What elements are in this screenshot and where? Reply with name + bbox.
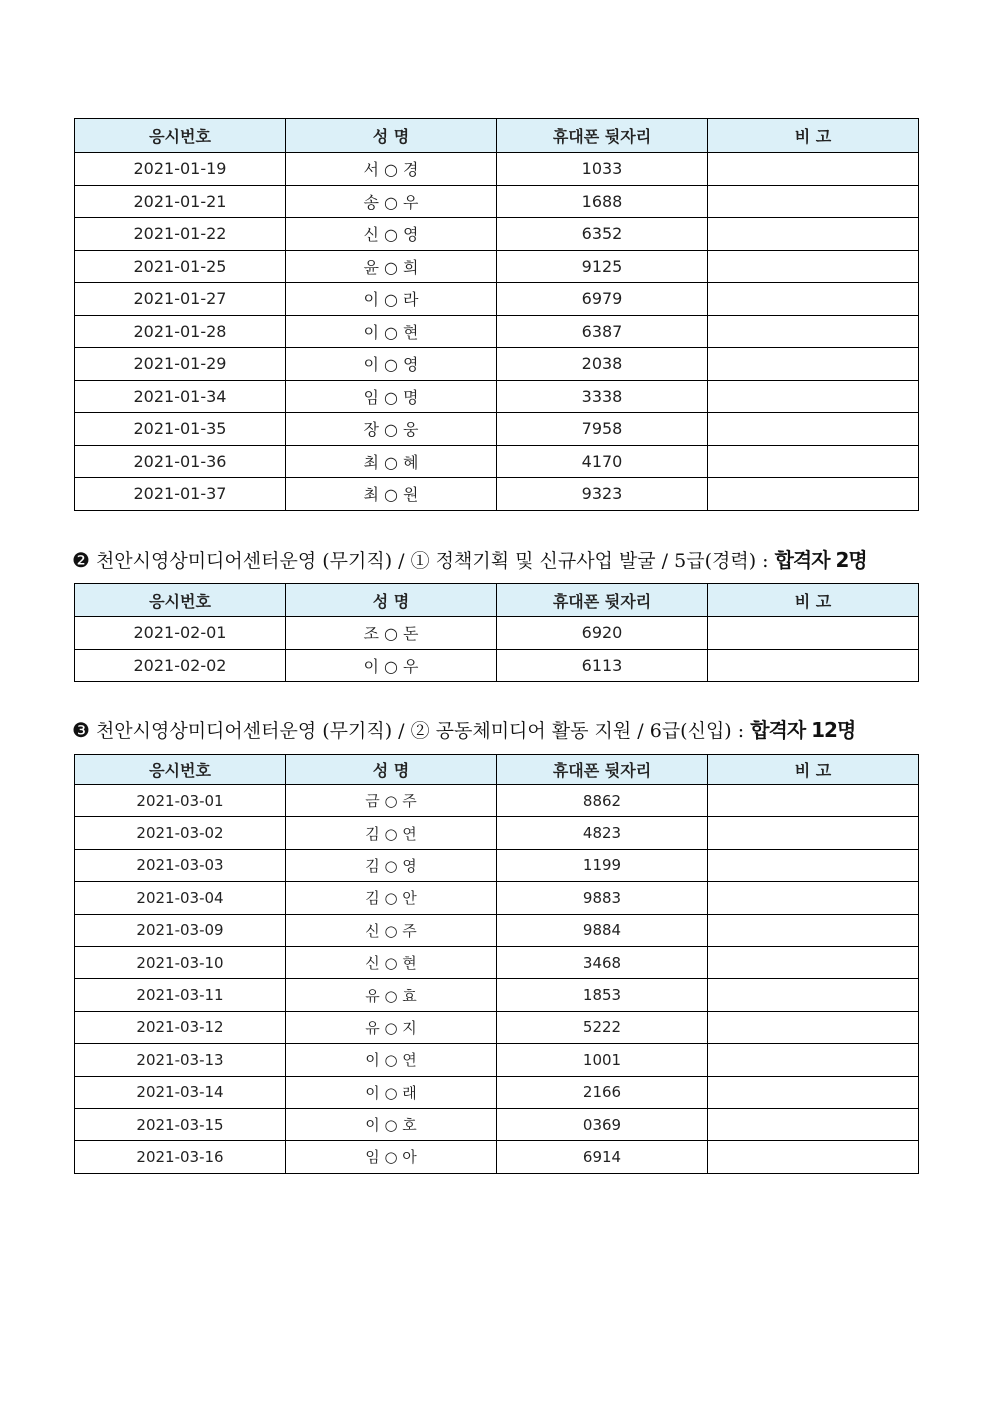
cell-remarks xyxy=(708,979,919,1011)
passer-table-section-2 xyxy=(74,583,919,682)
cell-exam-no: 2021-03-16 xyxy=(75,1141,286,1173)
cell-phone-tail: 1033 xyxy=(497,153,708,186)
cell-exam-no: 2021-03-03 xyxy=(75,849,286,881)
table-row xyxy=(75,218,919,251)
cell-name: 이 ○ 라 xyxy=(286,283,497,316)
cell-phone-tail: 2038 xyxy=(497,348,708,381)
cell-phone-tail: 0369 xyxy=(497,1108,708,1140)
cell-name: 이 ○ 연 xyxy=(286,1044,497,1076)
cell-phone-tail: 1688 xyxy=(497,185,708,218)
cell-phone-tail: 1001 xyxy=(497,1044,708,1076)
section-2-marker: ❷ xyxy=(72,548,90,572)
table-row xyxy=(75,413,919,446)
cell-phone-tail: 3468 xyxy=(497,946,708,978)
cell-exam-no: 2021-03-14 xyxy=(75,1076,286,1108)
table-row xyxy=(75,380,919,413)
cell-name: 신 ○ 현 xyxy=(286,946,497,978)
cell-phone-tail: 7958 xyxy=(497,413,708,446)
cell-exam-no: 2021-03-10 xyxy=(75,946,286,978)
table-row xyxy=(75,348,919,381)
header-remarks: 비 고 xyxy=(708,584,919,617)
section-2-heading xyxy=(72,543,922,577)
table-row xyxy=(75,849,919,881)
cell-phone-tail: 3338 xyxy=(497,380,708,413)
cell-exam-no: 2021-01-28 xyxy=(75,315,286,348)
cell-exam-no: 2021-03-04 xyxy=(75,882,286,914)
table-row xyxy=(75,250,919,283)
cell-name: 윤 ○ 희 xyxy=(286,250,497,283)
table-row xyxy=(75,1141,919,1173)
header-remarks: 비 고 xyxy=(708,755,919,785)
header-exam-no: 응시번호 xyxy=(75,755,286,785)
cell-phone-tail: 9884 xyxy=(497,914,708,946)
cell-name: 신 ○ 주 xyxy=(286,914,497,946)
table-row xyxy=(75,445,919,478)
cell-name: 임 ○ 아 xyxy=(286,1141,497,1173)
cell-remarks xyxy=(708,413,919,446)
cell-phone-tail: 9883 xyxy=(497,882,708,914)
table-row xyxy=(75,478,919,511)
table-row xyxy=(75,1044,919,1076)
cell-name: 김 ○ 안 xyxy=(286,882,497,914)
cell-name: 조 ○ 돈 xyxy=(286,617,497,650)
table-row xyxy=(75,1011,919,1043)
cell-name: 이 ○ 현 xyxy=(286,315,497,348)
cell-phone-tail: 6387 xyxy=(497,315,708,348)
cell-remarks xyxy=(708,617,919,650)
cell-phone-tail: 6914 xyxy=(497,1141,708,1173)
cell-name: 김 ○ 영 xyxy=(286,849,497,881)
cell-name: 금 ○ 주 xyxy=(286,785,497,817)
cell-name: 송 ○ 우 xyxy=(286,185,497,218)
cell-name: 이 ○ 래 xyxy=(286,1076,497,1108)
cell-exam-no: 2021-01-34 xyxy=(75,380,286,413)
cell-remarks xyxy=(708,315,919,348)
cell-remarks xyxy=(708,380,919,413)
header-remarks: 비 고 xyxy=(708,119,919,153)
cell-phone-tail: 1199 xyxy=(497,849,708,881)
cell-phone-tail: 9125 xyxy=(497,250,708,283)
cell-remarks xyxy=(708,1108,919,1140)
cell-exam-no: 2021-01-36 xyxy=(75,445,286,478)
cell-remarks xyxy=(708,348,919,381)
cell-remarks xyxy=(708,817,919,849)
cell-remarks xyxy=(708,153,919,186)
cell-name: 이 ○ 호 xyxy=(286,1108,497,1140)
cell-exam-no: 2021-03-13 xyxy=(75,1044,286,1076)
cell-exam-no: 2021-03-09 xyxy=(75,914,286,946)
cell-exam-no: 2021-01-25 xyxy=(75,250,286,283)
header-phone-tail: 휴대폰 뒷자리 xyxy=(497,755,708,785)
header-name: 성 명 xyxy=(286,119,497,153)
cell-name: 임 ○ 명 xyxy=(286,380,497,413)
table-row xyxy=(75,649,919,682)
section-3-heading xyxy=(72,713,922,747)
section-2-title: 천안시영상미디어센터운영 (무기직) / ① 정책기획 및 신규사업 발굴 / 5급(경력) : xyxy=(95,550,775,572)
table-header-row xyxy=(75,584,919,617)
section-3-title: 천안시영상미디어센터운영 (무기직) / ② 공동체미디어 활동 지원 / 6급(신입) : xyxy=(95,720,751,742)
cell-remarks xyxy=(708,1044,919,1076)
cell-exam-no: 2021-01-37 xyxy=(75,478,286,511)
header-exam-no: 응시번호 xyxy=(75,584,286,617)
cell-remarks xyxy=(708,1076,919,1108)
section-3-marker: ❸ xyxy=(72,718,90,742)
header-name: 성 명 xyxy=(286,755,497,785)
cell-exam-no: 2021-01-29 xyxy=(75,348,286,381)
table-row xyxy=(75,1076,919,1108)
table-row xyxy=(75,617,919,650)
cell-phone-tail: 9323 xyxy=(497,478,708,511)
cell-exam-no: 2021-03-15 xyxy=(75,1108,286,1140)
cell-remarks xyxy=(708,250,919,283)
table-row xyxy=(75,914,919,946)
cell-phone-tail: 2166 xyxy=(497,1076,708,1108)
cell-phone-tail: 4170 xyxy=(497,445,708,478)
cell-remarks xyxy=(708,218,919,251)
cell-remarks xyxy=(708,283,919,316)
cell-phone-tail: 5222 xyxy=(497,1011,708,1043)
header-name: 성 명 xyxy=(286,584,497,617)
cell-remarks xyxy=(708,1141,919,1173)
section-2-result: 합격자 2명 xyxy=(774,548,867,572)
cell-remarks xyxy=(708,445,919,478)
cell-exam-no: 2021-02-02 xyxy=(75,649,286,682)
table-header-row xyxy=(75,755,919,785)
cell-name: 이 ○ 우 xyxy=(286,649,497,682)
cell-exam-no: 2021-03-12 xyxy=(75,1011,286,1043)
cell-name: 유 ○ 효 xyxy=(286,979,497,1011)
cell-remarks xyxy=(708,1011,919,1043)
cell-exam-no: 2021-01-19 xyxy=(75,153,286,186)
table-row xyxy=(75,1108,919,1140)
cell-remarks xyxy=(708,946,919,978)
table-header-row xyxy=(75,119,919,153)
cell-remarks xyxy=(708,849,919,881)
cell-remarks xyxy=(708,649,919,682)
cell-exam-no: 2021-03-02 xyxy=(75,817,286,849)
table-row xyxy=(75,882,919,914)
cell-exam-no: 2021-01-21 xyxy=(75,185,286,218)
table-row xyxy=(75,946,919,978)
cell-name: 김 ○ 연 xyxy=(286,817,497,849)
cell-name: 이 ○ 영 xyxy=(286,348,497,381)
passer-table-section-1 xyxy=(74,118,919,511)
table-row xyxy=(75,817,919,849)
cell-name: 서 ○ 경 xyxy=(286,153,497,186)
cell-phone-tail: 6113 xyxy=(497,649,708,682)
cell-exam-no: 2021-03-01 xyxy=(75,785,286,817)
cell-remarks xyxy=(708,882,919,914)
cell-exam-no: 2021-02-01 xyxy=(75,617,286,650)
cell-phone-tail: 6352 xyxy=(497,218,708,251)
cell-phone-tail: 4823 xyxy=(497,817,708,849)
cell-phone-tail: 8862 xyxy=(497,785,708,817)
cell-name: 신 ○ 영 xyxy=(286,218,497,251)
section-3-result: 합격자 12명 xyxy=(750,718,856,742)
cell-remarks xyxy=(708,914,919,946)
table-row xyxy=(75,153,919,186)
header-phone-tail: 휴대폰 뒷자리 xyxy=(497,584,708,617)
cell-exam-no: 2021-01-27 xyxy=(75,283,286,316)
header-exam-no: 응시번호 xyxy=(75,119,286,153)
cell-name: 유 ○ 지 xyxy=(286,1011,497,1043)
table-row xyxy=(75,185,919,218)
cell-name: 최 ○ 혜 xyxy=(286,445,497,478)
table-row xyxy=(75,315,919,348)
table-row xyxy=(75,785,919,817)
cell-exam-no: 2021-01-35 xyxy=(75,413,286,446)
cell-phone-tail: 6920 xyxy=(497,617,708,650)
cell-exam-no: 2021-03-11 xyxy=(75,979,286,1011)
cell-remarks xyxy=(708,478,919,511)
cell-remarks xyxy=(708,185,919,218)
cell-name: 최 ○ 원 xyxy=(286,478,497,511)
cell-phone-tail: 1853 xyxy=(497,979,708,1011)
table-row xyxy=(75,979,919,1011)
cell-name: 장 ○ 웅 xyxy=(286,413,497,446)
header-phone-tail: 휴대폰 뒷자리 xyxy=(497,119,708,153)
passer-table-section-3 xyxy=(74,754,919,1174)
cell-phone-tail: 6979 xyxy=(497,283,708,316)
table-row xyxy=(75,283,919,316)
cell-exam-no: 2021-01-22 xyxy=(75,218,286,251)
cell-remarks xyxy=(708,785,919,817)
